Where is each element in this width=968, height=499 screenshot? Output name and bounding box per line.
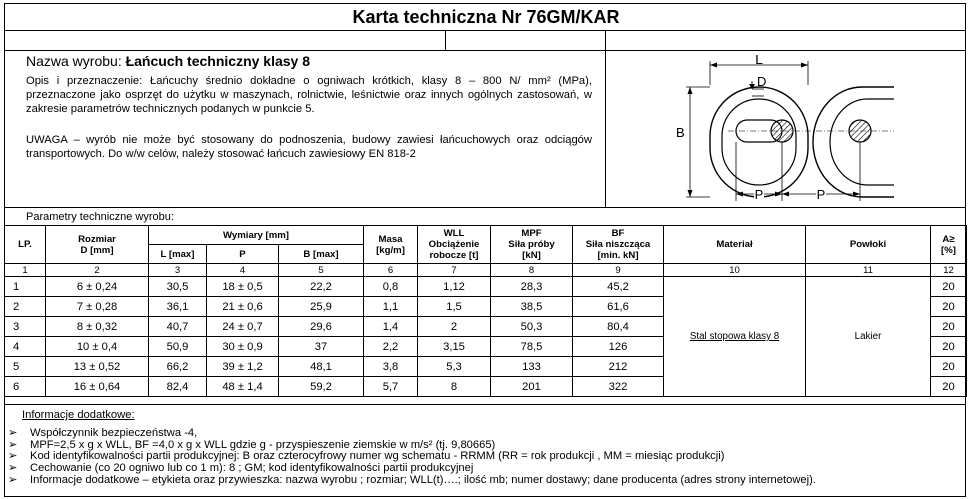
cell-mass: 2,2 [364, 337, 418, 357]
bullet-arrow-icon: ➢ [8, 450, 18, 463]
cell-bf: 61,6 [573, 297, 664, 317]
column-number-row [5, 264, 967, 277]
cell-elongation: 20 [931, 297, 967, 317]
info-text: Kod identyfikowalności partii produkcyjnej: B oraz czterocyfrowy numer wg schematu - RRMM (RR = rok produkcji , MM = miesiąc produkcji) [30, 450, 725, 463]
divider [5, 50, 965, 51]
bullet-arrow-icon: ➢ [8, 462, 18, 475]
cell-elongation: 20 [931, 337, 967, 357]
label-p1: P [754, 187, 764, 202]
cell-mpf: 133 [491, 357, 573, 377]
cell-mpf: 78,5 [491, 337, 573, 357]
list-item [8, 475, 816, 487]
cell-size: 10 ± 0,4 [46, 337, 149, 357]
cell-mass: 0,8 [364, 277, 418, 297]
label-p2: P [816, 187, 826, 202]
divider [5, 404, 965, 405]
cell-mpf: 201 [491, 377, 573, 397]
params-label: Parametry techniczne wyrobu: [26, 211, 174, 223]
cell-elongation: 20 [931, 317, 967, 337]
chain-link-drawing [672, 55, 894, 205]
info-text: MPF=2,5 x g x WLL, BF =4,0 x g x WLL gdzie g - przyspieszenie ziemskie w m/s² (tj. 9,80665) [30, 438, 496, 451]
info-list [8, 428, 816, 487]
col-num: 12 [931, 264, 967, 277]
cell-elongation: 20 [931, 357, 967, 377]
product-name-value: Łańcuch techniczny klasy 8 [125, 53, 310, 69]
cell-p: 21 ± 0,6 [207, 297, 279, 317]
params-table [4, 225, 967, 397]
cell-mass: 5,7 [364, 377, 418, 397]
cell-b: 48,1 [279, 357, 364, 377]
header-p: P [207, 245, 279, 264]
info-text: Współczynnik bezpieczeństwa -4, [30, 427, 198, 439]
cell-b: 37 [279, 337, 364, 357]
col-num: 11 [806, 264, 931, 277]
cell-bf: 126 [573, 337, 664, 357]
divider [445, 30, 446, 50]
cell-elongation: 20 [931, 377, 967, 397]
cell-p: 48 ± 1,4 [207, 377, 279, 397]
cell-mass: 1,4 [364, 317, 418, 337]
info-heading: Informacje dodatkowe: [22, 409, 135, 421]
product-purpose: Opis i przeznaczenie: Łańcuchy średnio dokładne o ogniwach krótkich, klasy 8 – 800 N/ mm² (MPa), przeznaczone jako osprzęt do użytku w maszynach, rolnictwie, leśnictwie oraz innych ogólnych zastosowań, w zakresie parametrów technicznych podanych w punkcie 5. [26, 75, 592, 115]
col-num: 3 [149, 264, 207, 277]
bullet-arrow-icon: ➢ [8, 438, 18, 451]
col-num: 4 [207, 264, 279, 277]
cell-p: 39 ± 1,2 [207, 357, 279, 377]
col-num: 6 [364, 264, 418, 277]
cell-p: 18 ± 0,5 [207, 277, 279, 297]
header-mass: Masa [kg/m] [364, 226, 418, 264]
header-material: Materiał [664, 226, 806, 264]
product-name-label: Nazwa wyrobu: [26, 53, 126, 69]
header-size: Rozmiar D [mm] [46, 226, 149, 264]
cell-wll: 1,5 [418, 297, 491, 317]
header-l: L [max] [149, 245, 207, 264]
cell-l: 36,1 [149, 297, 207, 317]
col-num: 10 [664, 264, 806, 277]
divider [5, 30, 965, 31]
cell-wll: 8 [418, 377, 491, 397]
cell-wll: 2 [418, 317, 491, 337]
product-warning: UWAGA – wyrób nie może być stosowany do podnoszenia, budowy zawiesi łańcuchowych oraz odciągów transportowych. Do w/w celów, należy stosować łańcuch zawiesiowy EN 818-2 [26, 134, 592, 160]
cell-size: 7 ± 0,28 [46, 297, 149, 317]
table-row [5, 277, 967, 297]
header-coating: Powłoki [806, 226, 931, 264]
cell-b: 22,2 [279, 277, 364, 297]
cell-b: 25,9 [279, 297, 364, 317]
cell-coating: Lakier [806, 277, 931, 397]
document-title: Karta techniczna Nr 76GM/KAR [352, 7, 620, 27]
header-dims: Wymiary [mm] [149, 226, 364, 245]
cell-bf: 212 [573, 357, 664, 377]
cell-lp: 4 [5, 337, 46, 357]
cell-lp: 5 [5, 357, 46, 377]
divider [605, 30, 606, 208]
cell-l: 66,2 [149, 357, 207, 377]
label-l: L [755, 55, 763, 67]
cell-size: 6 ± 0,24 [46, 277, 149, 297]
cell-size: 16 ± 0,64 [46, 377, 149, 397]
col-num: 2 [46, 264, 149, 277]
cell-mass: 1,1 [364, 297, 418, 317]
cell-mass: 3,8 [364, 357, 418, 377]
cell-b: 29,6 [279, 317, 364, 337]
cell-l: 82,4 [149, 377, 207, 397]
cell-lp: 6 [5, 377, 46, 397]
info-text: Cechowanie (co 20 ogniwo lub co 1 m): 8 ; GM; kod identyfikowalności partii produkcyjnej [30, 462, 474, 475]
header-wll: WLL Obciążenie robocze [t] [418, 226, 491, 264]
col-num: 7 [418, 264, 491, 277]
label-b: B [676, 125, 685, 140]
header-lp: LP. [5, 226, 46, 264]
cell-size: 13 ± 0,52 [46, 357, 149, 377]
cell-p: 30 ± 0,9 [207, 337, 279, 357]
bullet-arrow-icon: ➢ [8, 473, 18, 486]
cell-lp: 3 [5, 317, 46, 337]
cell-elongation: 20 [931, 277, 967, 297]
divider [5, 207, 965, 208]
cell-l: 30,5 [149, 277, 207, 297]
cell-size: 8 ± 0,32 [46, 317, 149, 337]
cell-bf: 80,4 [573, 317, 664, 337]
cell-mpf: 38,5 [491, 297, 573, 317]
cell-bf: 322 [573, 377, 664, 397]
col-num: 9 [573, 264, 664, 277]
header-elongation: A≥ [%] [931, 226, 967, 264]
header-b: B [max] [279, 245, 364, 264]
cell-mpf: 50,3 [491, 317, 573, 337]
cell-wll: 3,15 [418, 337, 491, 357]
product-name [26, 53, 310, 69]
header-bf: BF Siła niszcząca [min. kN] [573, 226, 664, 264]
cell-lp: 2 [5, 297, 46, 317]
cell-wll: 1,12 [418, 277, 491, 297]
label-d: D [757, 74, 767, 89]
cell-material: Stal stopowa klasy 8 [664, 277, 806, 397]
cell-b: 59,2 [279, 377, 364, 397]
cell-lp: 1 [5, 277, 46, 297]
bullet-arrow-icon: ➢ [8, 427, 18, 439]
cell-l: 50,9 [149, 337, 207, 357]
header-mpf: MPF Siła próby [kN] [491, 226, 573, 264]
info-text: Informacje dodatkowe – etykieta oraz przywieszka: nazwa wyrobu ; rozmiar; WLL(t)….; ilość mb; numer dostawy; dane producenta (adres strony internetowej). [30, 473, 816, 486]
cell-wll: 5,3 [418, 357, 491, 377]
cell-l: 40,7 [149, 317, 207, 337]
col-num: 8 [491, 264, 573, 277]
cell-mpf: 28,3 [491, 277, 573, 297]
cell-bf: 45,2 [573, 277, 664, 297]
col-num: 1 [5, 264, 46, 277]
cell-p: 24 ± 0,7 [207, 317, 279, 337]
col-num: 5 [279, 264, 364, 277]
